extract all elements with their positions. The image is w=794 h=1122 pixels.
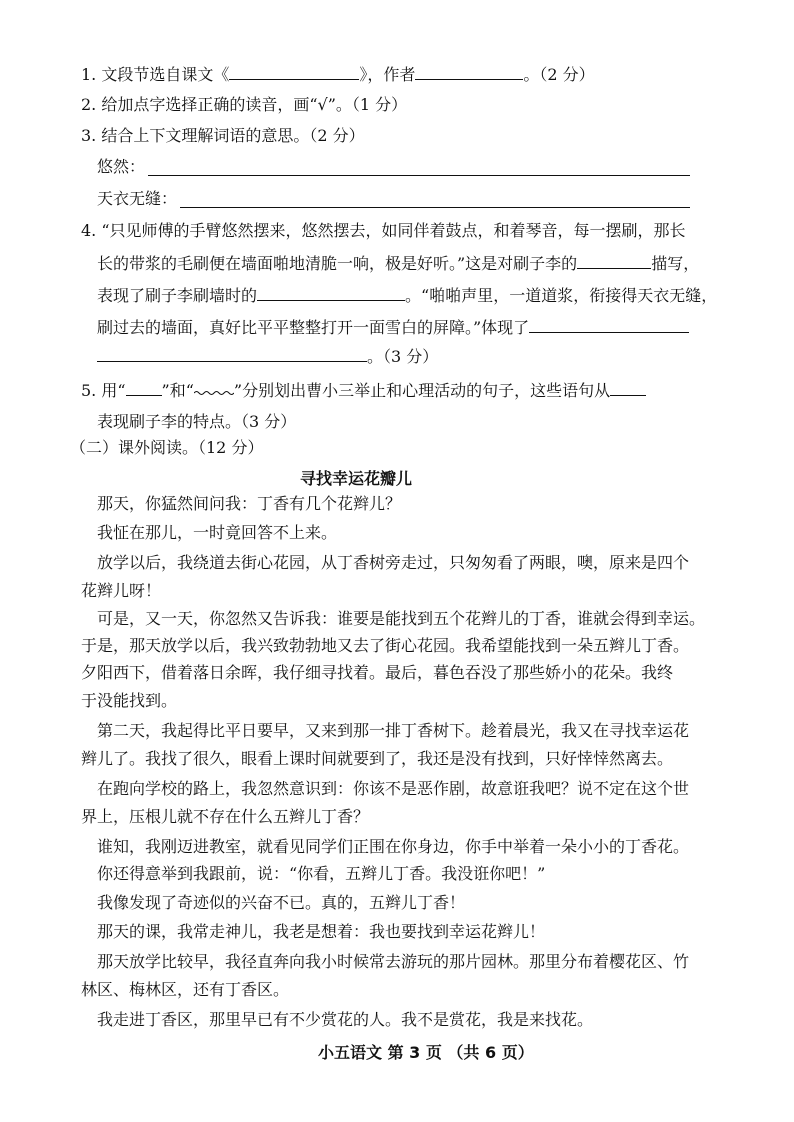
question-4-line-3 [97, 284, 717, 307]
question-4-line-5 [97, 345, 438, 368]
passage-line: 那天，你猛然间问我：丁香有几个花辫儿？ [97, 494, 402, 513]
passage-line: 在跑向学校的路上，我忽然意识到：你该不是恶作剧，故意诳我吧？说不定在这个世 [97, 779, 690, 798]
passage-line: 放学以后，我绕道去街心花园，从丁香树旁走过，只匆匆看了两眼，噢，原来是四个 [97, 553, 690, 572]
passage-line: 第二天，我起得比平日要早，又来到那一排丁香树下。趁着晨光，我又在寻找幸运花 [97, 721, 690, 740]
answer-blank-description[interactable] [577, 252, 651, 269]
question-2: 2. 给加点字选择正确的读音，画“√”。（1 分） [81, 95, 408, 114]
passage-line: 你还得意举到我跟前，说：“你看，五辫儿丁香。我没诳你吧！” [97, 864, 546, 883]
question-5-text-a: 5. 用“ [81, 381, 126, 400]
passage-line: 可是，又一天，你忽然又告诉我：谁要是能找到五个花辫儿的丁香，谁就会得到幸运。 [97, 609, 706, 628]
straight-underline-sample [126, 379, 162, 396]
passage-line: 夕阳西下，借着落日余晖，我仔细寻找着。最后，暮色吞没了那些娇小的花朵。我终 [81, 663, 674, 682]
passage-line: 花辫儿呀！ [81, 581, 162, 600]
question-1-text-b: 》，作者 [359, 65, 416, 84]
question-5-text-c: ”分别划出曹小三举止和心理活动的句子，这些语句从 [233, 381, 611, 400]
passage-line: 我怔在那儿，一时竟回答不上来。 [97, 523, 338, 542]
question-4-line-2 [97, 252, 699, 275]
passage-line: 于没能找到。 [81, 691, 178, 710]
answer-blank-reflects[interactable] [529, 316, 689, 333]
answer-blank-author[interactable] [415, 63, 523, 80]
question-4-line-3-text: 表现了刷子李刷墙时的 [97, 286, 258, 305]
answer-blank-title[interactable] [229, 63, 359, 80]
answer-blank-aspect[interactable] [610, 379, 646, 396]
question-3-title: 3. 结合上下文理解词语的意思。（2 分） [81, 126, 365, 145]
answer-line-word-2[interactable] [180, 207, 690, 208]
passage-line: 于是，那天放学以后，我兴致勃勃地又去了街心花园。我希望能找到一朵五辫儿丁香。 [81, 636, 690, 655]
passage-line: 我走进丁香区，那里早已有不少赏花的人。我不是赏花，我是来找花。 [97, 1010, 594, 1029]
question-5-line-1 [81, 379, 646, 402]
passage-line: 那天放学比较早，我径直奔向我小时候常去游玩的那片园林。那里分布着樱花区、竹 [97, 952, 690, 971]
wavy-underline-sample [194, 380, 234, 396]
question-4-score: 。（3 分） [367, 347, 439, 366]
question-4-line-2-end: 描写， [651, 254, 700, 273]
question-3-word-2: 天衣无缝： [97, 189, 178, 208]
question-4-line-4-text: 刷过去的墙面，真好比平平整整打开一面雪白的屏障。”体现了 [97, 318, 530, 337]
passage-line: 界上，压根儿就不存在什么五辫儿丁香？ [81, 807, 370, 826]
question-3-word-1: 悠然： [97, 157, 146, 176]
passage-line: 谁知，我刚迈进教室，就看见同学们正围在你身边，你手中举着一朵小小的丁香花。 [97, 837, 690, 856]
question-4-line-3-end: 。“啪啪声里，一道道浆，衔接得天衣无缝， [405, 286, 718, 305]
question-5-text-b: ”和“ [161, 381, 194, 400]
question-4-line-1: 4. “只见师傅的手臂悠然摆来，悠然摆去，如同伴着鼓点，和着琴音，每一摆刷，那长 [81, 221, 686, 240]
passage-line: 那天的课，我常走神儿，我老是想着：我也要找到幸运花辫儿！ [97, 922, 546, 941]
question-1-text-c: 。（2 分） [523, 65, 595, 84]
question-1 [81, 63, 595, 86]
answer-blank-manner[interactable] [257, 284, 405, 301]
passage-line: 辫儿了。我找了很久，眼看上课时间就要到了，我还是没有找到，只好悻悻然离去。 [81, 749, 674, 768]
passage-line: 我像发现了奇迹似的兴奋不已。真的，五辫儿丁香！ [97, 893, 466, 912]
passage-line: 林区、梅林区，还有丁香区。 [81, 980, 290, 999]
answer-blank-reflects-cont[interactable] [97, 345, 367, 362]
section-2-heading: （二）课外阅读。（12 分） [70, 438, 264, 457]
question-5-line-2: 表现刷子李的特点。（3 分） [97, 412, 297, 431]
answer-line-word-1[interactable] [148, 175, 690, 176]
question-4-line-2-text: 长的带浆的毛刷便在墙面啪地清脆一响，极是好听。”这是对刷子李的 [97, 254, 578, 273]
passage-title: 寻找幸运花瓣儿 [300, 469, 413, 488]
question-4-line-4 [97, 316, 689, 339]
page-footer: 小五语文 第 3 页 （共 6 页） [318, 1043, 534, 1062]
question-1-text-a: 1. 文段节选自课文《 [81, 65, 230, 84]
